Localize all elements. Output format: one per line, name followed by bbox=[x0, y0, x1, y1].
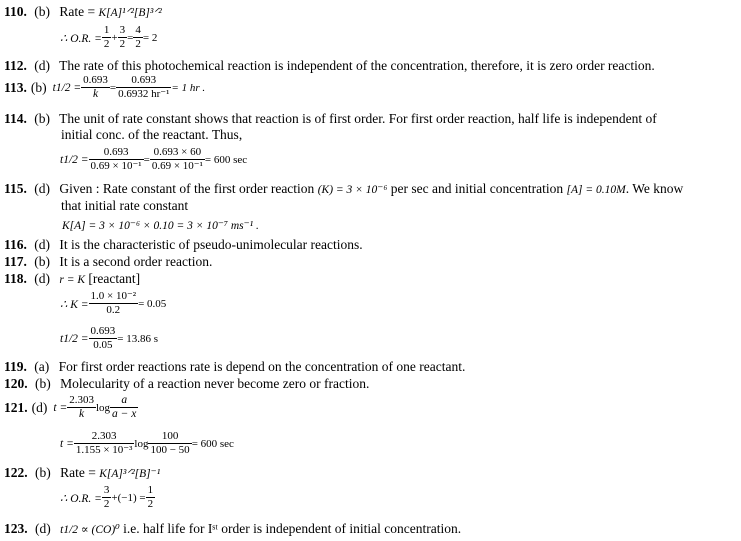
answer-option: (d) bbox=[35, 521, 51, 536]
question-number: 117. bbox=[4, 254, 27, 269]
numerator: 1 bbox=[103, 24, 110, 36]
denominator: 0.2 bbox=[89, 303, 139, 317]
operator: = bbox=[109, 81, 117, 94]
question-number: 112. bbox=[4, 58, 27, 73]
answer-text: [reactant] bbox=[88, 271, 141, 286]
answer-text-mid: per sec and initial concentration bbox=[390, 181, 564, 196]
question-number: 116. bbox=[4, 237, 27, 252]
answer-text: Given : Rate constant of the first order reaction bbox=[59, 181, 315, 196]
numerator: 3 bbox=[103, 484, 110, 496]
answer-text: For first order reactions rate is depend on the concentration of one reactant. bbox=[58, 359, 466, 374]
order-calc-122 bbox=[60, 484, 155, 511]
answer-122 bbox=[4, 465, 160, 482]
log-operator: log bbox=[134, 437, 149, 450]
answer-option: (b) bbox=[34, 111, 51, 126]
denominator: 2 bbox=[119, 38, 126, 50]
numerator: 0.693 bbox=[103, 146, 129, 158]
answer-120 bbox=[4, 376, 369, 392]
or-label: ∴ O.R. = bbox=[60, 492, 102, 505]
answer-114-cont bbox=[61, 127, 242, 143]
answer-117 bbox=[4, 254, 212, 270]
rate-expression: r = K bbox=[59, 274, 86, 286]
numerator: 0.693 bbox=[90, 325, 116, 337]
answer-text: Molecularity of a reaction never become zero or fraction. bbox=[60, 376, 370, 391]
lhs: t1/2 = bbox=[60, 153, 89, 166]
operator: +(−1) = bbox=[111, 491, 146, 504]
fraction bbox=[102, 484, 112, 511]
fraction bbox=[148, 430, 191, 457]
fraction bbox=[102, 24, 112, 51]
result: = 1 hr . bbox=[171, 81, 206, 94]
fraction bbox=[89, 325, 118, 352]
operator: + bbox=[111, 31, 118, 44]
fraction bbox=[116, 74, 171, 101]
question-number: 121. bbox=[4, 399, 28, 415]
answer-text: The unit of rate constant shows that reaction is of first order. For first order reaction, half life is independent of bbox=[59, 111, 657, 126]
answer-text: i.e. half life for Iˢᵗ order is independent of initial concentration. bbox=[123, 521, 462, 536]
or-label: ∴ O.R. = bbox=[60, 32, 102, 45]
question-number: 118. bbox=[4, 271, 27, 286]
denominator: k bbox=[67, 407, 96, 421]
answer-text: It is the characteristic of pseudo-unimolecular reactions. bbox=[59, 237, 363, 252]
denominator: 1.155 × 10⁻³ bbox=[75, 444, 133, 456]
answer-text: that initial rate constant bbox=[61, 198, 189, 213]
question-number: 113. bbox=[4, 79, 27, 95]
fraction bbox=[74, 430, 135, 457]
rate-expression: K[A]³ᐟ²[B]⁻¹ bbox=[99, 468, 161, 480]
lhs: t1/2 = bbox=[60, 332, 89, 345]
denominator: a − x bbox=[112, 408, 137, 420]
answer-option: (b) bbox=[30, 79, 47, 95]
result: = 13.86 s bbox=[117, 332, 159, 345]
rate-expression: K[A]¹ᐟ²[B]³ᐟ² bbox=[98, 7, 162, 19]
result: = 0.05 bbox=[138, 297, 167, 310]
question-number: 110. bbox=[4, 4, 27, 19]
answer-text-end: . We know bbox=[625, 181, 684, 196]
numerator: 2.303 bbox=[69, 394, 94, 406]
denominator: 100 − 50 bbox=[150, 444, 190, 456]
denominator: 2 bbox=[135, 38, 141, 50]
answer-option: (b) bbox=[35, 465, 51, 480]
result: = 600 sec bbox=[204, 153, 248, 166]
lhs: t = bbox=[53, 401, 68, 414]
proportionality-expression: t1/2 ∝ (CO)⁰ bbox=[60, 524, 120, 536]
question-number: 115. bbox=[4, 181, 27, 196]
answer-text: initial conc. of the reactant. Thus, bbox=[61, 127, 243, 142]
answer-text: It is a second order reaction. bbox=[59, 254, 213, 269]
numerator: 3 bbox=[119, 24, 126, 36]
fraction bbox=[67, 394, 96, 421]
question-number: 122. bbox=[4, 465, 28, 480]
lhs: t1/2 = bbox=[52, 81, 82, 94]
lhs: t = bbox=[60, 437, 74, 450]
answer-option: (d) bbox=[34, 58, 51, 73]
answer-115-calc bbox=[62, 217, 259, 234]
question-number: 114. bbox=[4, 111, 27, 126]
answer-116 bbox=[4, 237, 363, 253]
denominator: 0.69 × 10⁻¹ bbox=[90, 160, 142, 172]
numerator: 0.693 bbox=[83, 74, 108, 86]
numerator: 0.693 bbox=[131, 74, 157, 86]
answer-text: Rate = bbox=[60, 465, 96, 480]
answer-option: (b) bbox=[34, 254, 51, 269]
answer-option: (b) bbox=[34, 4, 51, 19]
answer-option: (d) bbox=[34, 181, 51, 196]
answer-118 bbox=[4, 271, 140, 288]
answer-121 bbox=[4, 394, 138, 421]
result: = 2 bbox=[142, 31, 158, 44]
answer-option: (d) bbox=[34, 271, 51, 286]
denominator: 2 bbox=[147, 498, 154, 510]
answer-112 bbox=[4, 58, 655, 74]
operator: = bbox=[143, 153, 150, 166]
fraction bbox=[118, 24, 128, 51]
denominator: k bbox=[81, 87, 110, 101]
numerator: 4 bbox=[135, 24, 141, 36]
half-life-calc-114 bbox=[60, 146, 247, 173]
numerator: 0.693 × 60 bbox=[153, 146, 202, 158]
fraction bbox=[89, 146, 144, 173]
calculation: K[A] = 3 × 10⁻⁶ × 0.10 = 3 × 10⁻⁷ ms⁻¹ . bbox=[62, 220, 259, 232]
half-life-calc-118 bbox=[60, 325, 158, 352]
numerator: 100 bbox=[161, 430, 179, 442]
fraction bbox=[81, 74, 110, 101]
answer-115 bbox=[4, 181, 683, 198]
numerator: 2.303 bbox=[91, 430, 117, 442]
fraction bbox=[150, 146, 205, 173]
denominator: 2 bbox=[103, 38, 110, 50]
k-expression: (K) = 3 × 10⁻⁶ bbox=[317, 184, 388, 196]
fraction bbox=[110, 394, 138, 421]
time-calc-121 bbox=[60, 430, 234, 457]
answer-114 bbox=[4, 111, 657, 127]
answer-text: Rate = bbox=[59, 4, 96, 19]
order-calc-110 bbox=[60, 24, 157, 51]
answer-text: The rate of this photochemical reaction is independent of the concentration, therefore, it is zero order reaction. bbox=[59, 58, 655, 73]
numerator: a bbox=[121, 394, 128, 406]
answer-option: (b) bbox=[35, 376, 51, 391]
a-expression: [A] = 0.10M bbox=[566, 184, 626, 196]
fraction bbox=[89, 290, 139, 317]
answer-119 bbox=[4, 359, 465, 375]
answer-115-cont bbox=[61, 198, 188, 214]
fraction bbox=[133, 24, 143, 51]
answer-113 bbox=[4, 74, 205, 101]
denominator: 0.69 × 10⁻¹ bbox=[151, 160, 203, 172]
numerator: 1 bbox=[147, 484, 154, 496]
denominator: 2 bbox=[103, 498, 110, 510]
numerator: 1.0 × 10⁻² bbox=[90, 290, 137, 302]
answer-option: (d) bbox=[34, 237, 51, 252]
answer-110 bbox=[4, 4, 162, 21]
result: = 600 sec bbox=[191, 437, 234, 450]
lhs: ∴ K = bbox=[60, 298, 89, 311]
question-number: 119. bbox=[4, 359, 27, 374]
answer-option: (a) bbox=[34, 359, 50, 374]
denominator: 0.05 bbox=[89, 338, 118, 352]
k-calc-118 bbox=[60, 290, 166, 317]
fraction bbox=[146, 484, 156, 511]
denominator: 0.6932 hr⁻¹ bbox=[118, 88, 170, 100]
answer-option: (d) bbox=[31, 399, 48, 415]
question-number: 120. bbox=[4, 376, 28, 391]
answer-123 bbox=[4, 521, 461, 538]
operator: = bbox=[127, 31, 134, 44]
question-number: 123. bbox=[4, 521, 28, 536]
log-operator: log bbox=[95, 401, 111, 414]
